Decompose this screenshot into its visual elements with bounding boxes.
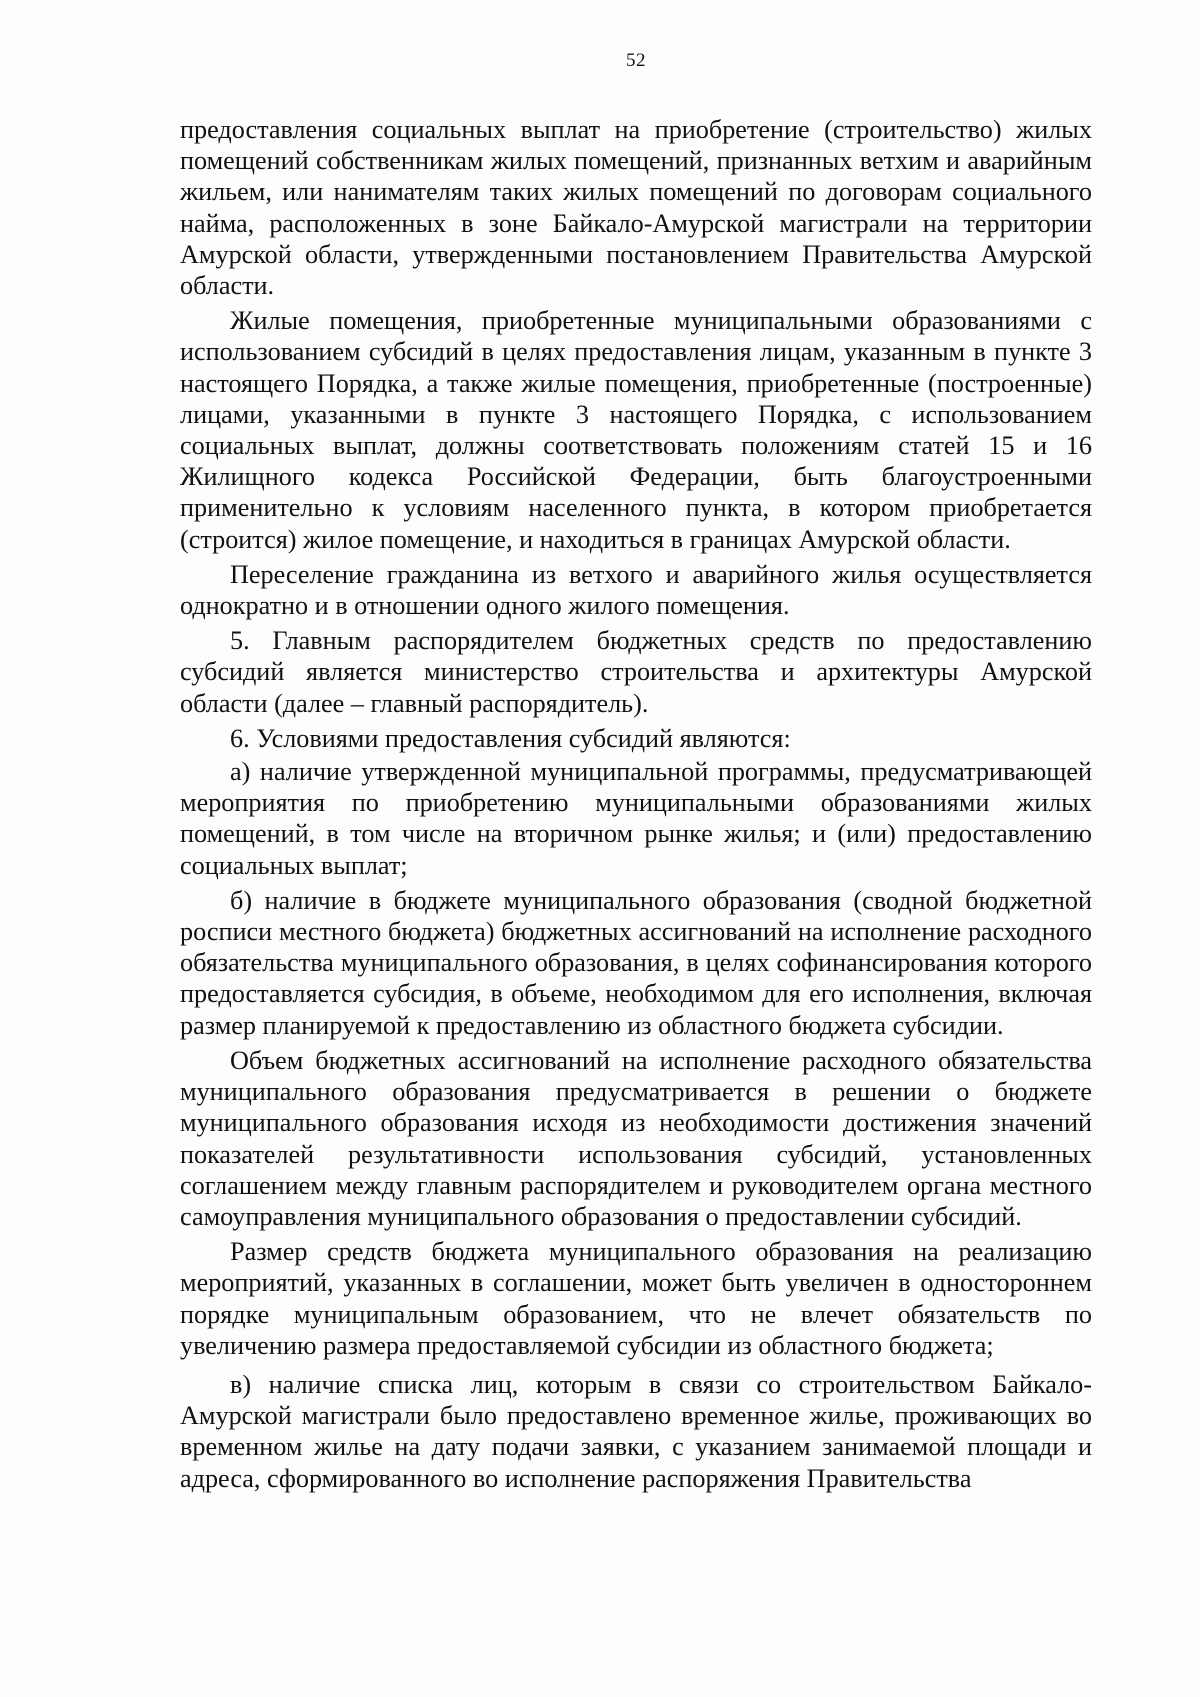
- paragraph-continuation: предоставления социальных выплат на приобретение (строительство) жилых помещений собственникам жилых помещений, признанных ветхим и аварийным жильем, или нанимателям таких жилых помещений по договорам социального найма, расположенных в зоне Байкало-Амурской магистрали на территории Амурской области, утвержденными постановлением Правительства Амурской области.: [180, 115, 1092, 301]
- paragraph-budget-increase: Размер средств бюджета муниципального образования на реализацию мероприятий, указанных в соглашении, может быть увеличен в одностороннем порядке муниципальным образованием, что не влечет обязательств по увеличению размера предоставляемой субсидии из областного бюджета;: [180, 1237, 1092, 1360]
- paragraph-item-6: 6. Условиями предоставления субсидий являются:: [230, 723, 791, 753]
- paragraph-resettlement: Переселение гражданина из ветхого и аварийного жилья осуществляется однократно и в отношении одного жилого помещения.: [180, 559, 1092, 621]
- paragraph-housing-requirements: Жилые помещения, приобретенные муниципальными образованиями с использованием субсидий в целях предоставления лицам, указанным в пункте 3 настоящего Порядка, а также жилые помещения, приобретенные (построенные) лицами, указанными в пункте 3 настоящего Порядка, с использованием социальных выплат, должны соответствовать положениям статей 15 и 16 Жилищного кодекса Российской Федерации, быть благоустроенными применительно к условиям населенного пункта, в котором приобретается (строится) жилое помещение, и находиться в границах Амурской области.: [180, 306, 1092, 554]
- page-number: 52: [626, 50, 646, 71]
- document-body: [180, 114, 1092, 1498]
- paragraph-item-6a: а) наличие утвержденной муниципальной программы, предусматривающей мероприятия по приобретению муниципальными образованиями жилых помещений, в том числе на вторичном рынке жилья; и (или) предоставлению социальных выплат;: [180, 757, 1092, 880]
- paragraph-item-6v: в) наличие списка лиц, которым в связи со строительством Байкало-Амурской магистрали было предоставлено временное жилье, проживающих во временном жилье на дату подачи заявки, с указанием занимаемой площади и адреса, сформированного во исполнение распоряжения Правительства: [180, 1369, 1092, 1493]
- paragraph-budget-volume: Объем бюджетных ассигнований на исполнение расходного обязательства муниципального образования предусматривается в решении о бюджете муниципального образования исходя из необходимости достижения значений показателей результативности использования субсидий, установленных соглашением между главным распорядителем и руководителем органа местного самоуправления муниципального образования о предоставлении субсидий.: [180, 1045, 1092, 1231]
- paragraph-item-6b: б) наличие в бюджете муниципального образования (сводной бюджетной росписи местного бюджета) бюджетных ассигнований на исполнение расходного обязательства муниципального образования, в целях софинансирования которого предоставляется субсидия, в объеме, необходимом для его исполнения, включая размер планируемой к предоставлению из областного бюджета субсидии.: [180, 885, 1092, 1040]
- paragraph-item-5: 5. Главным распорядителем бюджетных средств по предоставлению субсидий является министерство строительства и архитектуры Амурской области (далее – главный распорядитель).: [180, 626, 1092, 718]
